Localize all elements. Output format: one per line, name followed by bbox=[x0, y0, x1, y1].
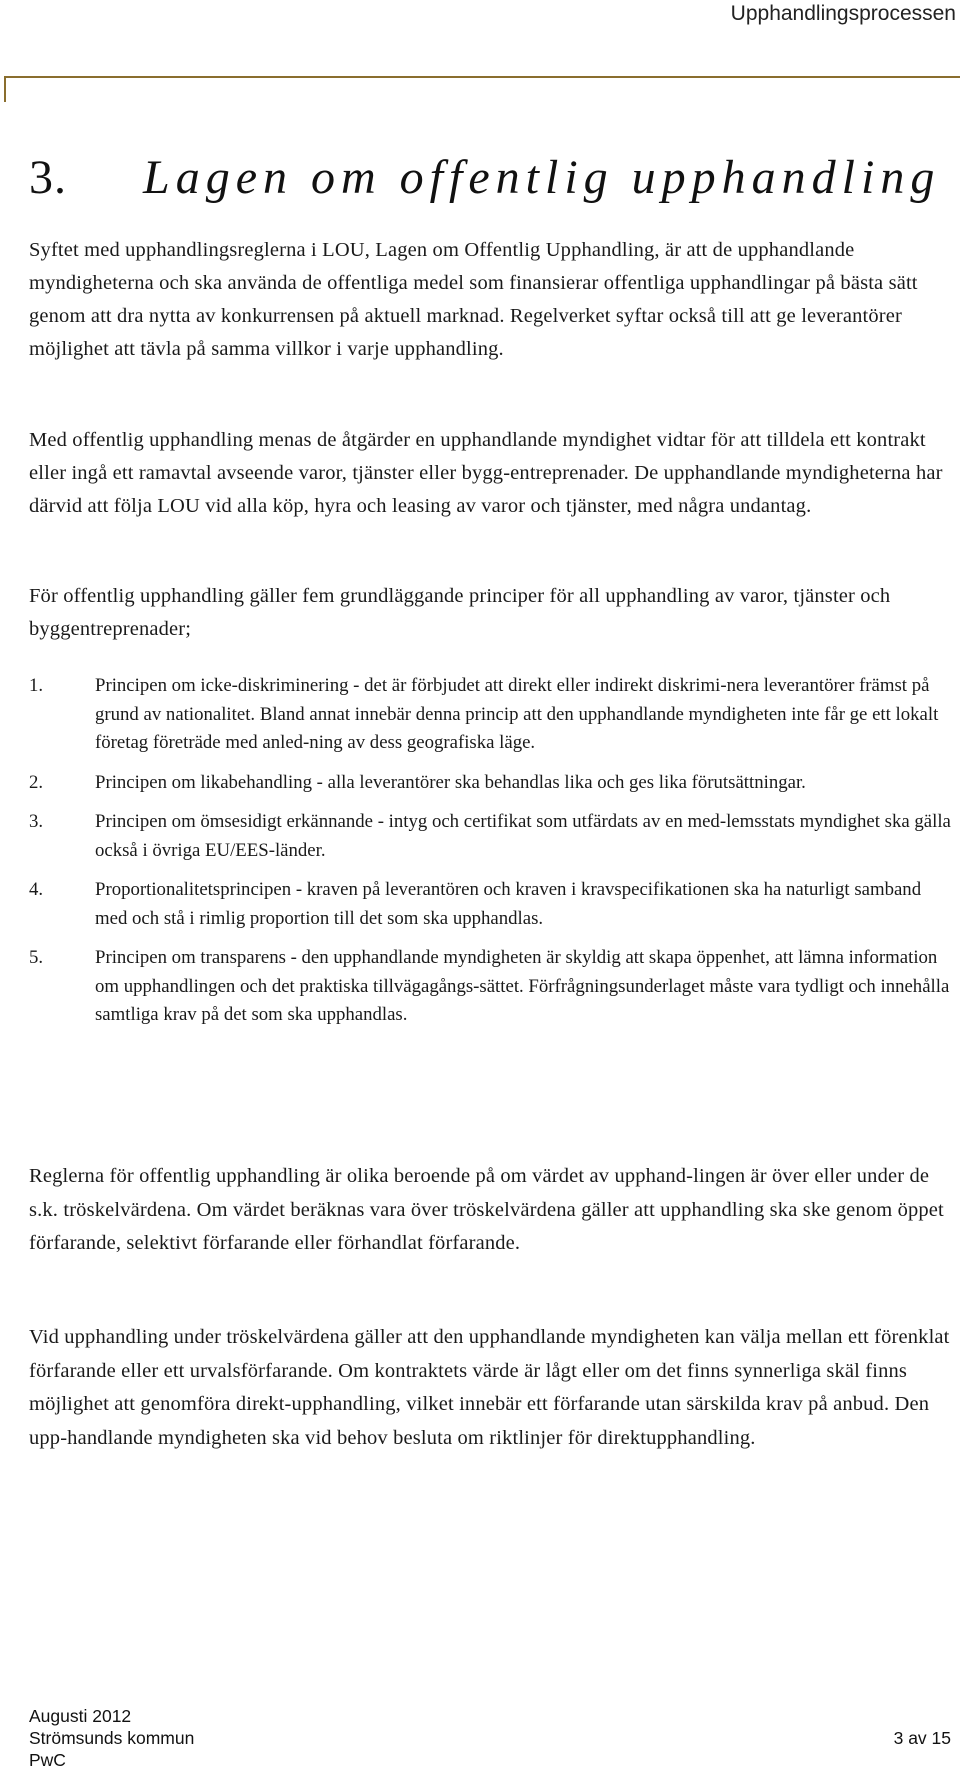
paragraph-definition: Med offentlig upphandling menas de åtgärder en upphandlande myndighet vidtar för att tilldela ett kontrakt eller ingå ett ramavtal avseende varor, tjänster eller bygg-entreprenader. De upphandlande myndigheterna har därvid att följa LOU vid alla köp, hyra och leasing av varor och tjänster, med några undantag. bbox=[29, 429, 943, 517]
paragraph-thresholds: Reglerna för offentlig upphandling är olika beroende på om värdet av upphand-lingen är över eller under de s.k. tröskelvärdena. Om värdet beräknas vara över tröskelvärdena gäller att upphandling ska ske genom öppet förfarande, selektivt förfarande eller förhandlat förfarande. bbox=[29, 1165, 944, 1255]
principle-number: 3. bbox=[29, 811, 44, 832]
principle-text: Principen om icke-diskriminering - det är förbjudet att direkt eller indirekt diskrimi-nera leverantörer främst på grund av nationalitet. Bland annat innebär denna princip att den upphandlande myndigheten inte får ge ett lokalt företag företräde med anled-ning av dess geografiska läge. bbox=[95, 675, 939, 753]
page-footer bbox=[29, 1705, 951, 1771]
principle-item bbox=[29, 769, 954, 798]
principle-text: Principen om transparens - den upphandlande myndigheten är skyldig att skapa öppenhet, att lämna information om upphandlingen och det praktiska tillvägagångs-sättet. Förfrågningsunderlaget måste vara tydligt och innehålla samtliga krav på det som ska upphandlas. bbox=[95, 947, 950, 1025]
principle-text: Principen om likabehandling - alla leverantörer ska behandlas lika och ges lika förutsättningar. bbox=[95, 771, 806, 793]
chapter-heading bbox=[29, 150, 940, 205]
principle-item bbox=[29, 808, 954, 865]
principle-number: 2. bbox=[29, 771, 44, 793]
principles-list bbox=[29, 672, 954, 1041]
footer-row bbox=[29, 1727, 951, 1749]
principle-number: 1. bbox=[29, 675, 44, 696]
header-divider-tick bbox=[4, 76, 6, 102]
principle-text: Proportionalitetsprincipen - kraven på leverantören och kraven i kravspecifikationen ska ha naturligt samband med och stå i rimlig proportion till det som ska upphandlas. bbox=[95, 879, 922, 929]
page-number: 3 av 15 bbox=[893, 1728, 951, 1748]
paragraph-principles-intro: För offentlig upphandling gäller fem grundläggande principer för all upphandling av varor, tjänster och byggentreprenader; bbox=[29, 585, 891, 640]
principle-item bbox=[29, 672, 954, 758]
principle-item bbox=[29, 944, 954, 1030]
principle-item bbox=[29, 876, 954, 933]
chapter-title: Lagen om offentlig upphandling bbox=[143, 151, 941, 204]
footer-date: Augusti 2012 bbox=[29, 1706, 132, 1726]
footer-organization: Strömsunds kommun bbox=[29, 1728, 195, 1748]
paragraph-purpose: Syftet med upphandlingsreglerna i LOU, Lagen om Offentlig Upphandling, är att de upphandlande myndigheterna och ska använda de offentliga medel som finansierar offentliga upphandlingar på bästa sätt genom att dra nytta av konkurrensen på aktuell marknad. Regelverket syftar också till att ge leverantörer möjlighet att tävla på samma villkor i varje upphandling. bbox=[29, 239, 918, 360]
chapter-number: 3. bbox=[29, 151, 67, 204]
paragraph-below-thresholds: Vid upphandling under tröskelvärdena gäller att den upphandlande myndigheten kan välja mellan ett förenklat förfarande eller ett urvalsförfarande. Om kontraktets värde är lågt eller om det finns synnerliga skäl finns möjlighet att genomföra direkt-upphandling, vilket innebär ett förfarande utan särskilda krav på anbud. Den upp-handlande myndigheten ska vid behov besluta om riktlinjer för direktupphandling. bbox=[29, 1326, 950, 1449]
principle-number: 5. bbox=[29, 947, 44, 968]
principle-number: 4. bbox=[29, 879, 44, 900]
principle-text: Principen om ömsesidigt erkännande - intyg och certifikat som utfärdats av en med-lemsstats myndighet ska gälla också i övriga EU/EES-länder. bbox=[95, 811, 951, 861]
footer-company: PwC bbox=[29, 1750, 66, 1770]
header-divider bbox=[4, 76, 960, 78]
running-header-title: Upphandlingsprocessen bbox=[730, 2, 956, 25]
